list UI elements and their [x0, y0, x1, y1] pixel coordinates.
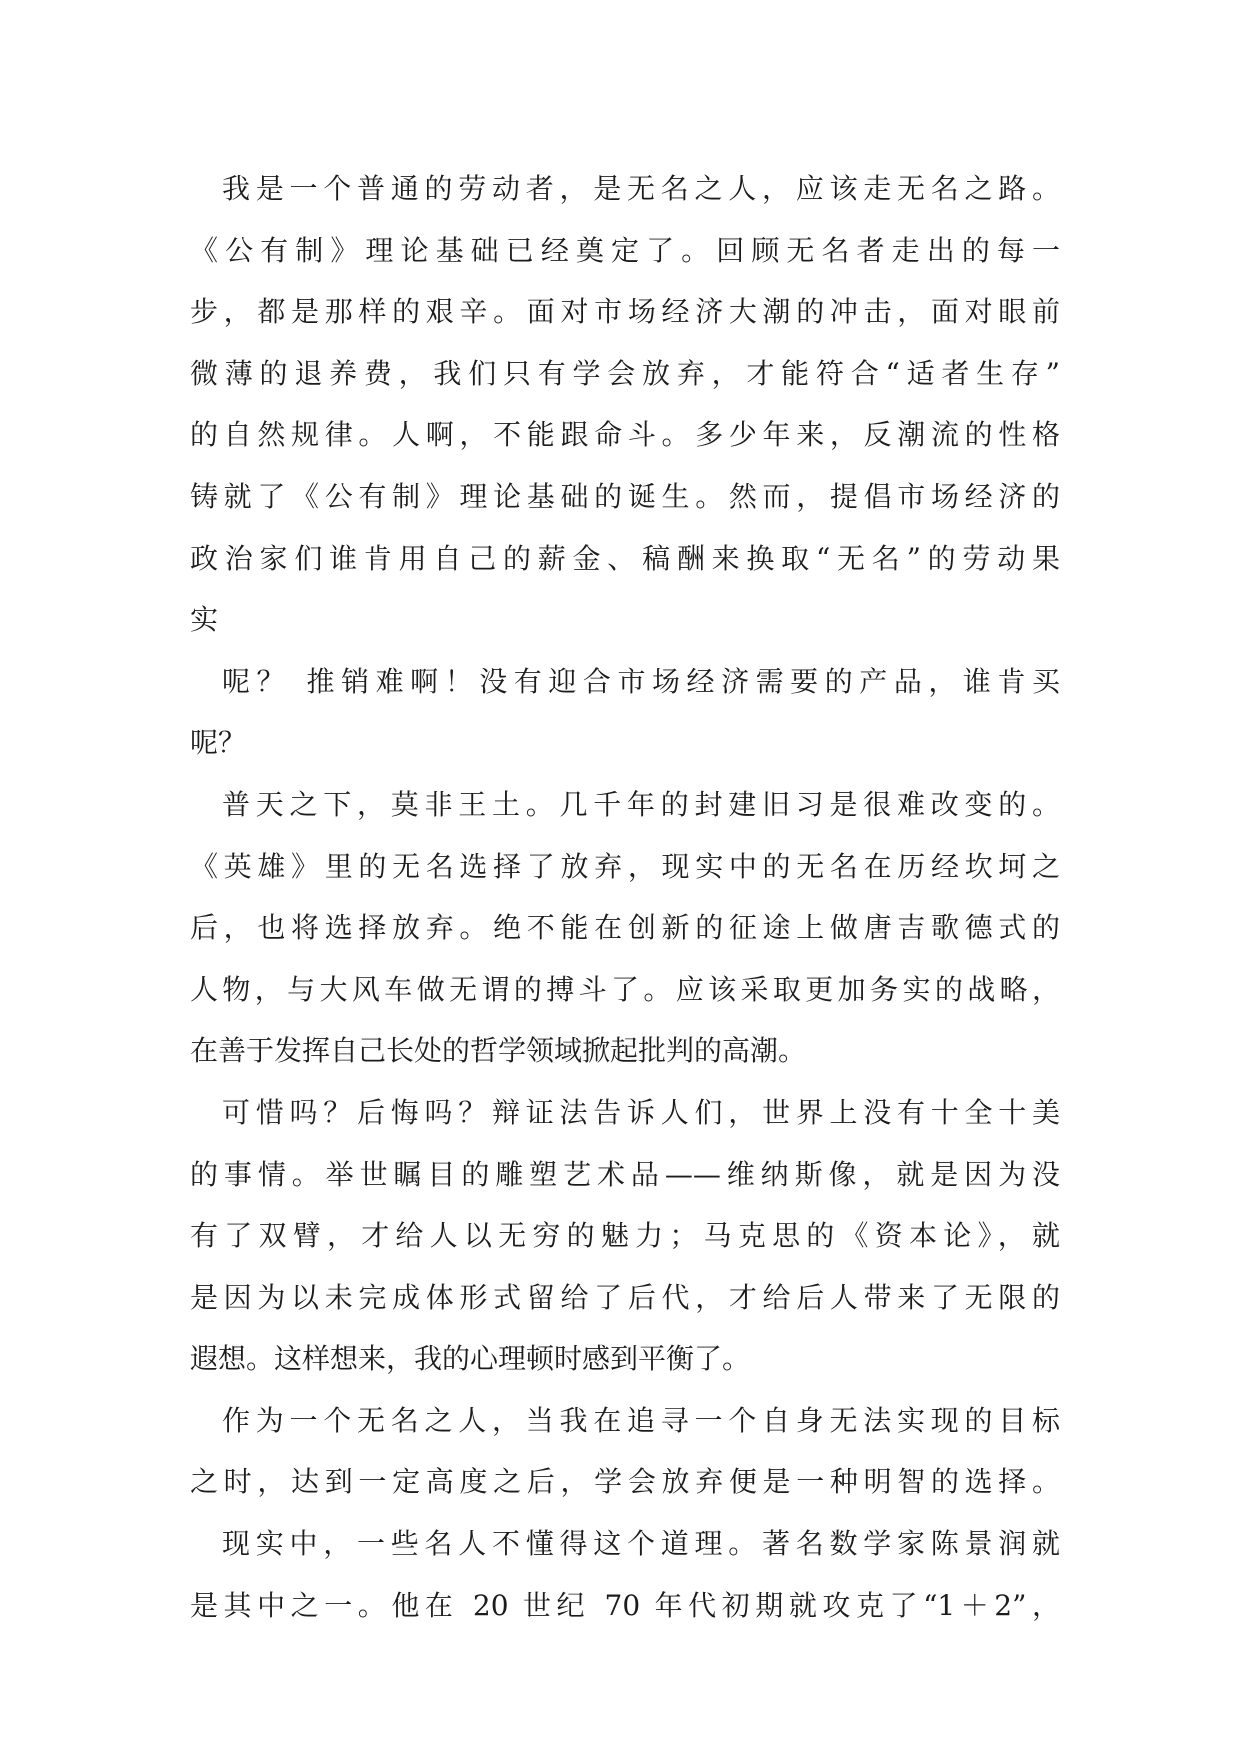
paragraph-line: 在善于发挥自己长处的哲学领域掀起批判的高潮。 [190, 1034, 807, 1068]
paragraph-line: 实 [190, 603, 219, 637]
paragraph-line: 《公有制》理论基础已经奠定了。回顾无名者走出的每一 [190, 233, 1060, 267]
paragraph-line: 作为一个无名之人，当我在追寻一个自身无法实现的目标 [222, 1403, 1060, 1437]
paragraph-line: 后，也将选择放弃。绝不能在创新的征途上做唐吉歌德式的 [190, 911, 1060, 945]
paragraph-line: 呢？ [190, 726, 247, 760]
paragraph-line: 人物，与大风车做无谓的搏斗了。应该采取更加务实的战略， [190, 972, 1060, 1006]
paragraph-line: 的事情。举世瞩目的雕塑艺术品——维纳斯像，就是因为没 [190, 1157, 1060, 1191]
paragraph-line: 普天之下，莫非王土。几千年的封建旧习是很难改变的。 [222, 787, 1060, 821]
paragraph-line: 微薄的退养费，我们只有学会放弃，才能符合“适者生存” [190, 356, 1060, 390]
paragraph-line: 铸就了《公有制》理论基础的诞生。然而，提倡市场经济的 [190, 479, 1060, 513]
paragraph-line: 政治家们谁肯用自己的薪金、稿酬来换取“无名”的劳动果 [190, 541, 1060, 575]
paragraph-line: 是因为以未完成体形式留给了后代，才给后人带来了无限的 [190, 1280, 1060, 1314]
paragraph-line: 遐想。这样想来，我的心理顿时感到平衡了。 [190, 1342, 751, 1376]
paragraph-line: 步，都是那样的艰辛。面对市场经济大潮的冲击，面对眼前 [190, 295, 1060, 329]
paragraph-line: 之时，达到一定高度之后，学会放弃便是一种明智的选择。 [190, 1465, 1060, 1499]
paragraph-line: 《英雄》里的无名选择了放弃，现实中的无名在历经坎坷之 [190, 849, 1060, 883]
document-body [190, 158, 1060, 1636]
paragraph-line: 有了双臂，才给人以无穷的魅力；马克思的《资本论》，就 [190, 1219, 1060, 1253]
paragraph-line: 可惜吗？后悔吗？辩证法告诉人们，世界上没有十全十美 [222, 1095, 1060, 1129]
paragraph-line: 的自然规律。人啊，不能跟命斗。多少年来，反潮流的性格 [190, 418, 1060, 452]
paragraph-line: 是其中之一。他在 20 世纪 70 年代初期就攻克了“1＋2”， [190, 1588, 1060, 1622]
paragraph-line: 现实中，一些名人不懂得这个道理。著名数学家陈景润就 [222, 1527, 1060, 1561]
paragraph-line: 我是一个普通的劳动者，是无名之人，应该走无名之路。 [222, 172, 1060, 205]
paragraph-line: 呢？ 推销难啊！没有迎合市场经济需要的产品，谁肯买 [222, 664, 1060, 698]
